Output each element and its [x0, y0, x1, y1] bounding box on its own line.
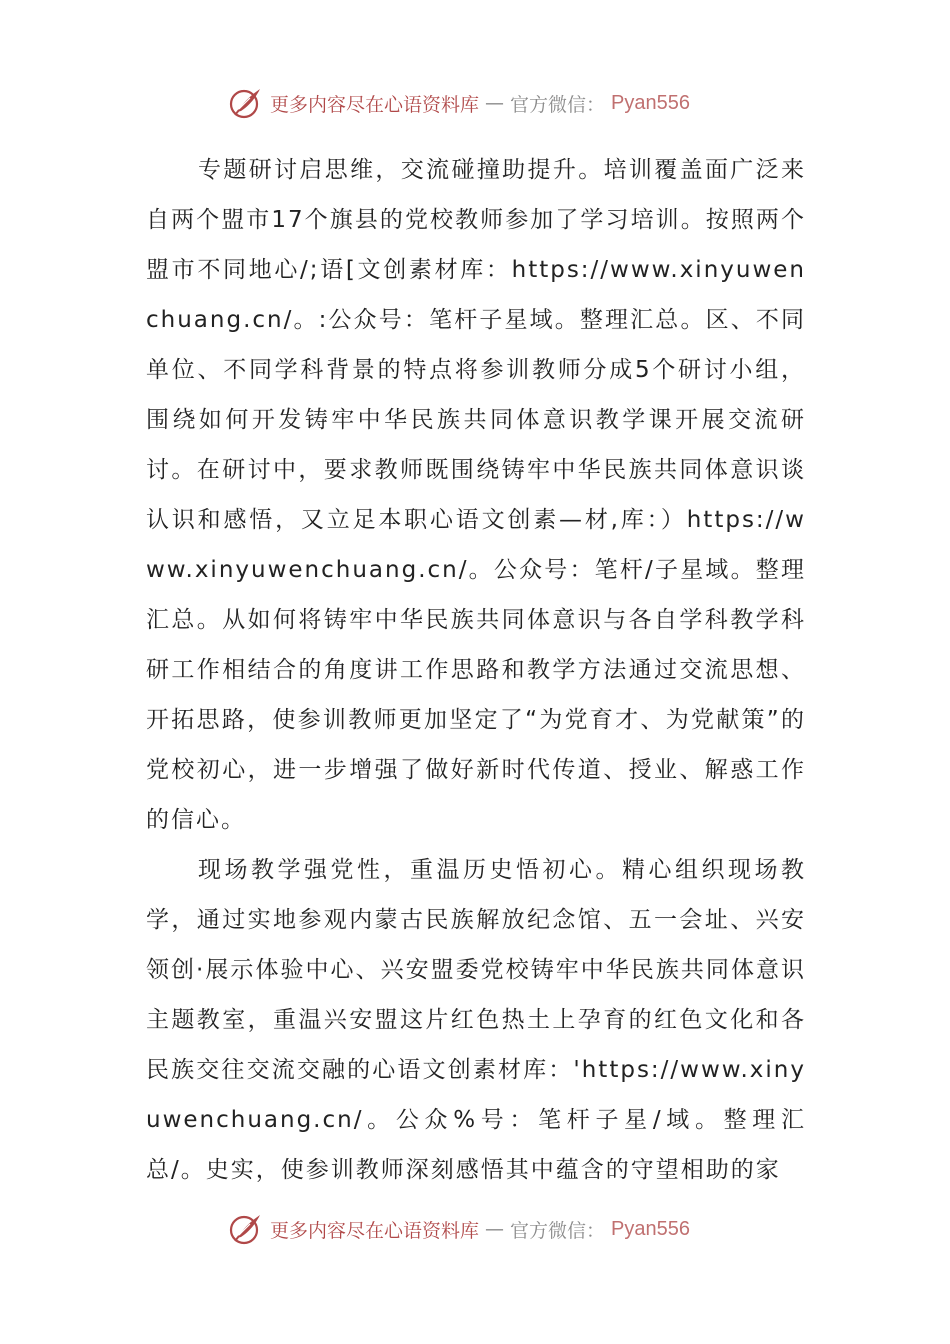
header-dash: —	[485, 92, 505, 114]
header-wechat-id: Pyan556	[611, 91, 690, 114]
paragraph-onsite-teaching: 现场教学强党性，重温历史悟初心。精心组织现场教学，通过实地参观内蒙古民族解放纪念馆、五一会址、兴安领创·展示体验中心、兴安盟委党校铸牢中华民族共同体意识主题教室，重温兴安盟这片红色热土上孕育的红色文化和各民族交往交流交融的心语文创素材库：'https://www.xinyuwenchuang.cn/。公众%号：笔杆子星/域。整理汇总/。史实，使参训教师深刻感悟其中蕴含的守望相助的家	[146, 857, 806, 1183]
header-banner	[228, 83, 748, 123]
header-official-label: 官方微信：	[510, 93, 606, 116]
quill-pen-logo-icon	[228, 1211, 264, 1247]
paragraph-seminar: 专题研讨启思维，交流碰撞助提升。培训覆盖面广泛来自两个盟市17个旗县的党校教师参加了学习培训。按照两个盟市不同地心/;语[文创素材库：https://www.xinyuwenchuang.cn/。:公众号：笔杆子星域。整理汇总。区、不同单位、不同学科背景的特点将参训教师分成5个研讨小组，围绕如何开发铸牢中华民族共同体意识教学课开展交流研讨。在研讨中，要求教师既围绕铸牢中华民族共同体意识谈认识和感悟，又立足本职心语文创素—材,库：）https://www.xinyuwenchuang.cn/。公众号：笔杆/子星域。整理汇总。从如何将铸牢中华民族共同体意识与各自学科教学科研工作相结合的角度讲工作思路和教学方法通过交流思想、开拓思路，使参训教师更加坚定了“为党育才、为党献策”的党校初心，进一步增强了做好新时代传道、授业、解惑工作的信心。	[146, 157, 806, 833]
header-slogan: 更多内容尽在心语资料库	[270, 93, 480, 116]
footer-wechat-id: Pyan556	[611, 1217, 690, 1240]
quill-pen-logo-icon	[228, 85, 264, 121]
footer-dash: —	[485, 1218, 505, 1240]
footer-official-label: 官方微信：	[510, 1219, 606, 1242]
footer-slogan: 更多内容尽在心语资料库	[270, 1219, 480, 1242]
footer-banner	[228, 1209, 748, 1249]
article-body	[146, 145, 806, 1195]
